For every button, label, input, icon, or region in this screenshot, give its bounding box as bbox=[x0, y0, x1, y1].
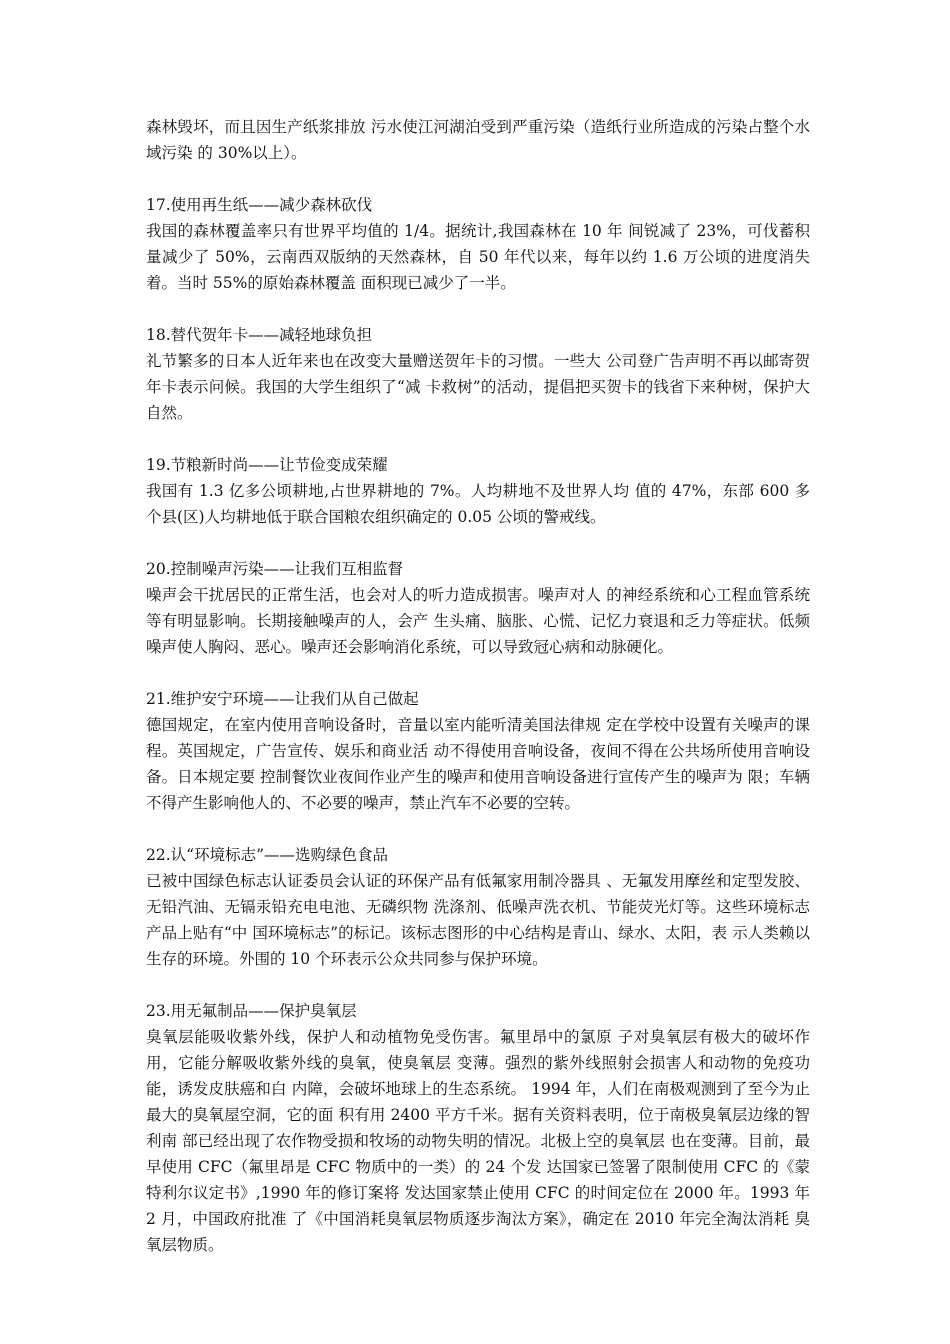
section-body: 德国规定，在室内使用音响设备时，音量以室内能听清美国法律规 定在学校中设置有关噪声的课程。英国规定，广告宣传、娱乐和商业活 动不得使用音响设备，夜间不得在公共场所使用音响设备。日本规定要 控制餐饮业夜间作业产生的噪声和使用音响设备进行宣传产生的噪声为 限；车辆不得产生影响他人的、不必要的噪声，禁止汽车不必要的空转。 bbox=[146, 716, 810, 812]
section-19 bbox=[146, 452, 810, 530]
section-body: 已被中国绿色标志认证委员会认证的环保产品有低氟家用制冷器具 、无氟发用摩丝和定型发胶、无铅汽油、无镉汞铅充电电池、无磷织物 洗涤剂、低噪声洗衣机、节能荧光灯等。这些环境标志产品上贴有“中 国环境标志”的标记。该标志图形的中心结构是青山、绿水、太阳，表 示人类赖以生存的环境。外围的 10 个环表示公众共同参与保护环境。 bbox=[146, 872, 810, 968]
section-23 bbox=[146, 998, 810, 1258]
section-title: 23.用无氟制品——保护臭氧层 bbox=[146, 1002, 357, 1020]
section-17 bbox=[146, 192, 810, 296]
section-title: 19.节粮新时尚——让节俭变成荣耀 bbox=[146, 456, 388, 474]
section-body: 我国的森林覆盖率只有世界平均值的 1/4。据统计,我国森林在 10 年 间锐减了 23%，可伐蓄积量减少了 50%，云南西双版纳的天然森林，自 50 年代以来，每年以约 1.6 万公顷的进度消失着。当时 55%的原始森林覆盖 面积现已减少了一半。 bbox=[146, 222, 810, 292]
section-18 bbox=[146, 322, 810, 426]
section-body: 礼节繁多的日本人近年来也在改变大量赠送贺年卡的习惯。一些大 公司登广告声明不再以邮寄贺年卡表示问候。我国的大学生组织了“减 卡救树”的活动，提倡把买贺卡的钱省下来种树，保护大自然。 bbox=[146, 352, 810, 422]
section-body: 噪声会干扰居民的正常生活，也会对人的听力造成损害。噪声对人 的神经系统和心工程血管系统等有明显影响。长期接触噪声的人，会产 生头痛、脑胀、心慌、记忆力衰退和乏力等症状。低频噪声使人胸闷、恶心。噪声还会影响消化系统，可以导致冠心病和动脉硬化。 bbox=[146, 586, 810, 656]
section-body: 我国有 1.3 亿多公顷耕地,占世界耕地的 7%。人均耕地不及世界人均 值的 47%，东部 600 多个县(区)人均耕地低于联合国粮农组织确定的 0.05 公顷的警戒线。 bbox=[146, 482, 810, 526]
section-title: 17.使用再生纸——减少森林砍伐 bbox=[146, 196, 373, 214]
intro-paragraph: 森林毁坏，而且因生产纸浆排放 污水使江河湖泊受到严重污染（造纸行业所造成的污染占整个水域污染 的 30%以上）。 bbox=[146, 118, 810, 162]
section-title: 20.控制噪声污染——让我们互相监督 bbox=[146, 560, 404, 578]
section-title: 21.维护安宁环境——让我们从自己做起 bbox=[146, 690, 419, 708]
section-body: 臭氧层能吸收紫外线，保护人和动植物免受伤害。氟里昂中的氯原 子对臭氧层有极大的破坏作用，它能分解吸收紫外线的臭氧，使臭氧层 变薄。强烈的紫外线照射会损害人和动物的免疫功能，诱发皮肤癌和白 内障，会破坏地球上的生态系统。 1994 年，人们在南极观测到了至今为止最大的臭氧屋空洞，它的面 积有用 2400 平方千米。据有关资料表明，位于南极臭氧层边缘的智利南 部已经出现了农作物受损和牧场的动物失明的情况。北极上空的臭氧层 也在变薄。目前，最早使用 CFC（氟里昂是 CFC 物质中的一类）的 24 个发 达国家已签署了限制使用 CFC 的《蒙特利尔议定书》,1990 年的修订案将 发达国家禁止使用 CFC 的时间定位在 2000 年。1993 年 2 月，中国政府批准 了《中国消耗臭氧层物质逐步淘汰方案》，确定在 2010 年完全淘汰消耗 臭氧层物质。 bbox=[146, 1028, 810, 1254]
section-21 bbox=[146, 686, 810, 816]
section-title: 18.替代贺年卡——减轻地球负担 bbox=[146, 326, 373, 344]
section-20 bbox=[146, 556, 810, 660]
section-22 bbox=[146, 842, 810, 972]
document-content bbox=[146, 114, 810, 1258]
section-title: 22.认“环境标志”——选购绿色食品 bbox=[146, 846, 388, 864]
